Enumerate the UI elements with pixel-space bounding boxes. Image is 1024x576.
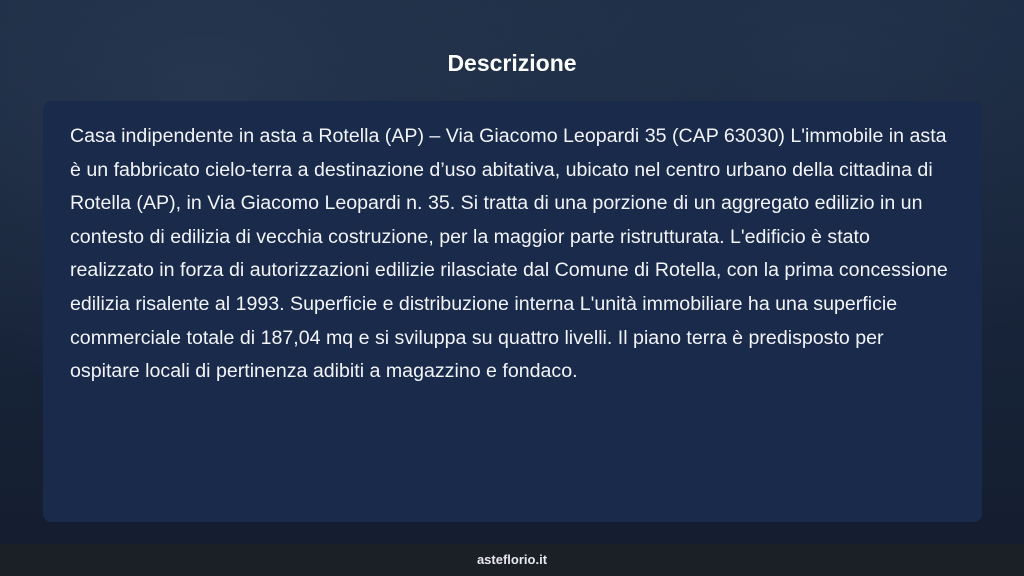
footer-site-label[interactable]: asteflorio.it xyxy=(476,552,548,567)
footer-bar xyxy=(0,544,1024,576)
page-title: Descrizione xyxy=(447,50,577,76)
description-card xyxy=(43,101,982,522)
description-text: Casa indipendente in asta a Rotella (AP) – Via Giacomo Leopardi 35 (CAP 63030) L'immobile in asta è un fabbricato cielo-terra a destinazione d’uso abitativa, ubicato nel centro urbano della cittadina di Rotella (AP), in Via Giacomo Leopardi n. 35. Si tratta di una porzione di un aggregato edilizio in un contesto di edilizia di vecchia costruzione, per la maggior parte ristrutturata. L'edificio è stato realizzato in forza di autorizzazioni edilizie rilasciate dal Comune di Rotella, con la prima concessione edilizia risalente al 1993. Superficie e distribuzione interna L'unità immobiliare ha una superficie commerciale totale di 187,04 mq e si sviluppa su quattro livelli. Il piano terra è predisposto per ospitare locali di pertinenza adibiti a magazzino e fondaco. xyxy=(70,125,948,383)
